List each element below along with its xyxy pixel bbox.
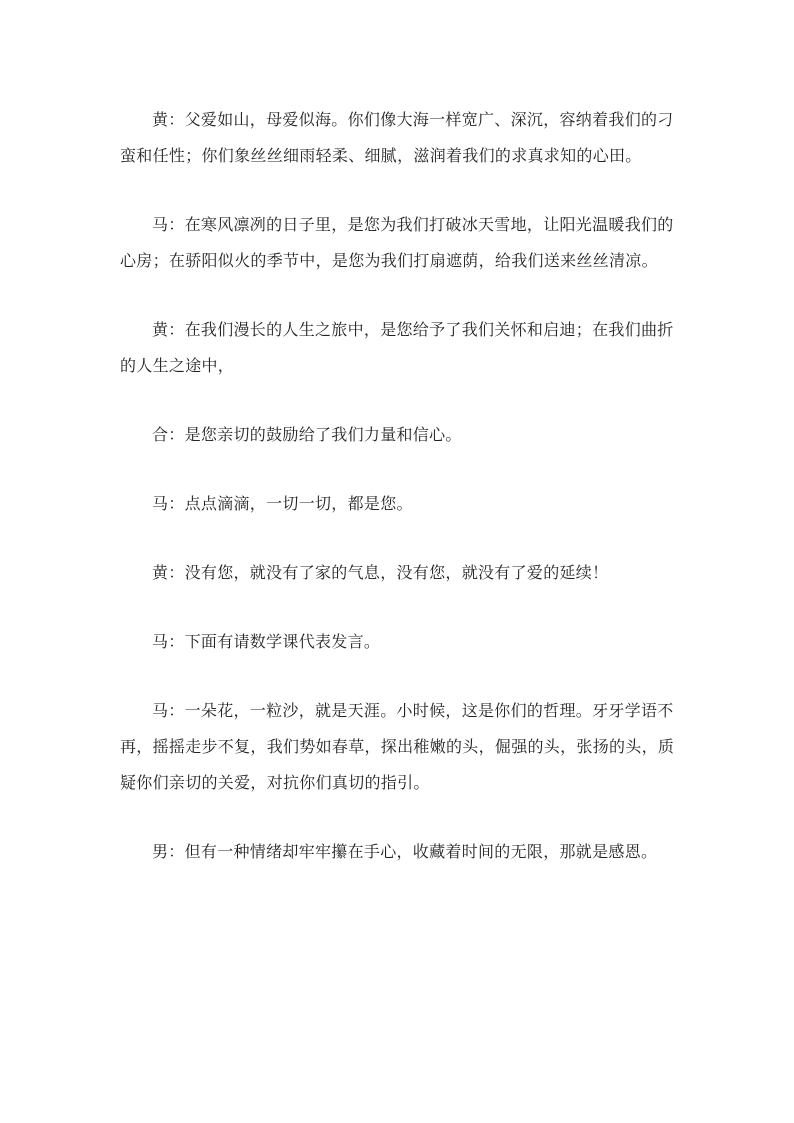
paragraph-6: 黄：没有您，就没有了家的气息，没有您，就没有了爱的延续！	[152, 563, 609, 582]
paragraph-1: 黄：父爱如山，母爱似海。你们像大海一样宽广、深沉，容纳着我们的刁蛮和任性；你们象丝丝细雨轻柔、细腻，滋润着我们的求真求知的心田。	[120, 110, 674, 165]
paragraph-2: 马：在寒风凛冽的日子里，是您为我们打破冰天雪地，让阳光温暖我们的心房；在骄阳似火的季节中，是您为我们打扇遮荫，给我们送来丝丝清凉。	[120, 215, 674, 270]
paragraph-8: 马：一朵花，一粒沙，就是天涯。小时候，这是你们的哲理。牙牙学语不再，摇摇走步不复，我们势如春草，探出稚嫩的头，倔强的头，张扬的头，质疑你们亲切的关爱，对抗你们真切的指引。	[120, 701, 675, 792]
paragraph-4: 合：是您亲切的鼓励给了我们力量和信心。	[152, 425, 462, 444]
paragraph-9: 男：但有一种情绪却牢牢攥在手心，收藏着时间的无限，那就是感恩。	[152, 842, 658, 861]
paragraph-7: 马：下面有请数学课代表发言。	[152, 632, 381, 651]
paragraph-3: 黄：在我们漫长的人生之旅中，是您给予了我们关怀和启迪；在我们曲折的人生之途中，	[120, 320, 674, 375]
paragraph-5: 马：点点滴滴，一切一切，都是您。	[152, 494, 413, 513]
document-body	[120, 102, 680, 903]
